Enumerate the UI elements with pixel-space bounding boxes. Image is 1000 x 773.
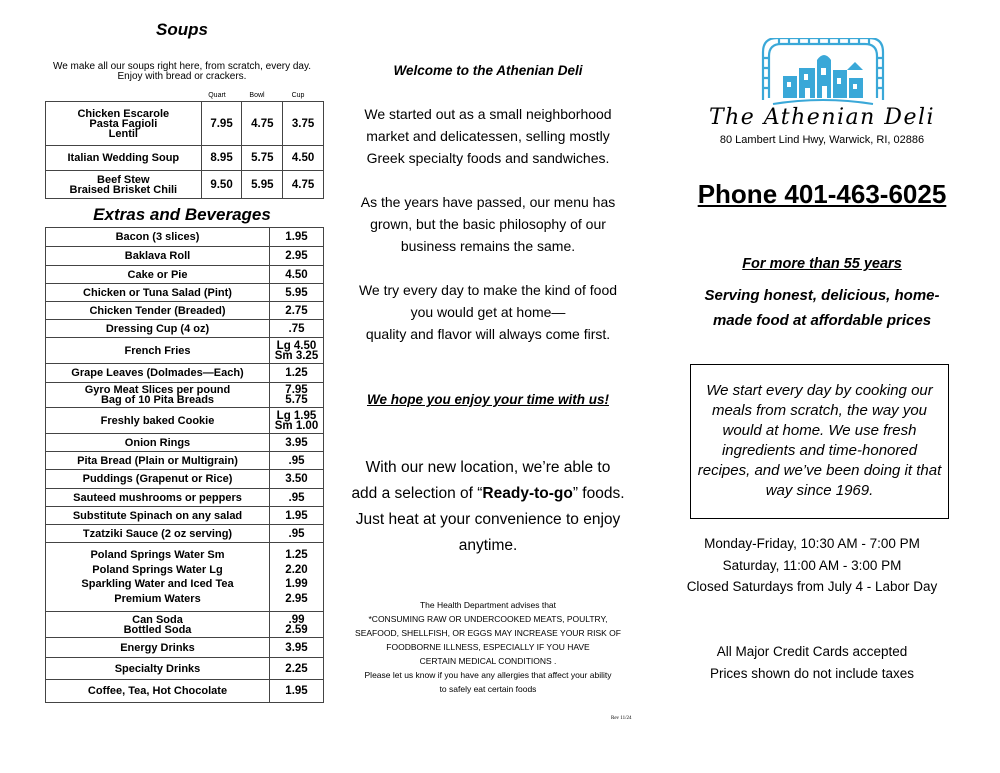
extras-row <box>46 658 324 680</box>
advisory-line: The Health Department advises that <box>419 600 557 610</box>
payment-info <box>684 641 940 684</box>
item-price-line: .95 <box>288 527 305 540</box>
item-price-line: 2.75 <box>285 304 308 317</box>
item-price <box>270 489 324 507</box>
item-name-line: Chicken or Tuna Salad (Pint) <box>83 286 232 299</box>
soup-name <box>46 102 202 146</box>
item-name <box>46 525 270 543</box>
item-name-line: Dressing Cup (4 oz) <box>105 322 210 335</box>
item-name-line: Sauteed mushrooms or peppers <box>73 491 242 504</box>
paragraph-line: Greek specialty foods and sandwiches. <box>366 150 610 166</box>
item-price-line: Lg 4.50 <box>276 339 317 352</box>
extras-row <box>46 489 324 507</box>
item-price-line: 1.95 <box>285 231 308 243</box>
extras-row <box>46 680 324 703</box>
soup-price-cup: 4.75 <box>283 171 324 199</box>
extras-title: Extras and Beverages <box>93 205 271 224</box>
item-name-line: Poland Springs Water Sm <box>90 549 225 561</box>
soup-price-bowl: 5.95 <box>242 171 283 199</box>
item-name <box>46 247 270 266</box>
item-price-line: 5.95 <box>285 286 308 299</box>
soups-table <box>45 101 324 199</box>
item-price-line: 2.95 <box>285 592 308 605</box>
item-price-line: 2.59 <box>285 623 308 636</box>
extras-row <box>46 228 324 247</box>
item-name-line: Cake or Pie <box>127 268 188 281</box>
item-price-line: 5.75 <box>285 394 308 406</box>
extras-row <box>46 470 324 489</box>
soups-intro-line: We make all our soups right here, from scratch, every day. <box>52 61 312 72</box>
extras-table <box>45 227 324 703</box>
item-name-line: Premium Waters <box>114 592 201 605</box>
soup-row <box>46 171 324 199</box>
extras-row <box>46 525 324 543</box>
item-name-line: Substitute Spinach on any salad <box>72 509 243 522</box>
item-name-line: French Fries <box>124 344 191 357</box>
extras-row <box>46 543 324 612</box>
paragraph-line: market and delicatessen, selling mostly <box>366 128 610 144</box>
item-name-line: Energy Drinks <box>120 641 195 654</box>
item-price <box>270 247 324 266</box>
advisory-line: FOODBORNE ILLNESS, ESPECIALLY IF YOU HAVE <box>386 642 590 652</box>
extras-row <box>46 284 324 302</box>
item-name-line: Bacon (3 slices) <box>115 231 200 243</box>
text-fragment: add a selection of “ <box>351 485 483 502</box>
item-name-line: Pita Bread (Plain or Multigrain) <box>77 454 238 467</box>
item-price-line: Lg 1.95 <box>276 409 317 422</box>
item-name <box>46 507 270 525</box>
item-price <box>270 680 324 703</box>
extras-row <box>46 320 324 338</box>
text-fragment: ” foods. <box>572 485 625 502</box>
item-name-line: Grape Leaves (Dolmades—Each) <box>71 367 244 379</box>
soup-price-bowl: 5.75 <box>242 146 283 171</box>
extras-row <box>46 434 324 452</box>
soup-price-quart: 9.50 <box>201 171 242 199</box>
quality-paragraph <box>343 279 633 345</box>
item-name <box>46 638 270 658</box>
item-price <box>270 470 324 489</box>
item-price <box>270 302 324 320</box>
item-price-line: 4.50 <box>285 268 308 281</box>
item-price <box>270 266 324 284</box>
intro-paragraph <box>343 103 633 169</box>
deli-name: The Athenian Deli <box>708 105 936 130</box>
advisory-line: Please let us know if you have any allergies that affect your ability <box>364 670 612 680</box>
item-name <box>46 284 270 302</box>
advisory-line: CERTAIN MEDICAL CONDITIONS . <box>419 656 557 666</box>
serving-tagline <box>684 283 960 333</box>
item-name <box>46 383 270 408</box>
philosophy-box-text: We start every day by cooking our meals from scratch, the way you would at home. We use fresh ingredients and time-honored recipes, and we’ve been doing it that way since 1969. <box>697 382 942 499</box>
item-price-line: 2.20 <box>285 563 308 576</box>
extras-row <box>46 612 324 638</box>
item-price <box>270 543 324 612</box>
tagline-line: Serving honest, delicious, home- <box>704 287 940 304</box>
soup-name-line: Chicken Escarole <box>77 107 170 120</box>
item-price-line: 3.95 <box>285 641 308 654</box>
item-name-line: Bottled Soda <box>123 623 192 636</box>
extras-row <box>46 507 324 525</box>
soup-price-quart: 7.95 <box>201 102 242 146</box>
paragraph-line: you would get at home— <box>410 304 566 320</box>
item-price-line: Sm 1.00 <box>274 419 319 432</box>
business-hours <box>684 533 940 598</box>
paragraph-line: With our new location, we’re able to <box>365 459 611 476</box>
extras-row <box>46 364 324 383</box>
philosophy-box <box>690 364 949 519</box>
header-quart: Quart <box>208 92 226 99</box>
paragraph-line: anytime. <box>458 537 518 554</box>
header-cup: Cup <box>291 92 305 99</box>
item-price <box>270 228 324 247</box>
paragraph-line: grown, but the basic philosophy of our <box>370 216 606 232</box>
item-price-line: 7.95 <box>285 384 308 396</box>
soup-name-line: Beef Stew <box>97 173 150 186</box>
item-price-line: Sm 3.25 <box>274 349 319 362</box>
item-price-line: 1.95 <box>285 509 308 522</box>
item-name-line: Can Soda <box>132 613 183 626</box>
item-name-line: Gyro Meat Slices per pound <box>84 384 231 396</box>
paragraph-line: quality and flavor will always come first. <box>365 326 611 342</box>
item-name-line: Freshly baked Cookie <box>100 414 215 427</box>
item-name-line: Onion Rings <box>124 436 191 449</box>
tagline-line: made food at affordable prices <box>712 312 932 329</box>
soup-name-line: Braised Brisket Chili <box>69 183 178 196</box>
item-price <box>270 638 324 658</box>
hours-line: Saturday, 11:00 AM - 3:00 PM <box>722 557 902 573</box>
paragraph-line: Just heat at your convenience to enjoy <box>355 511 621 528</box>
extras-row <box>46 452 324 470</box>
item-price <box>270 320 324 338</box>
item-name-line: Bag of 10 Pita Breads <box>100 394 215 406</box>
soups-title: Soups <box>156 20 208 39</box>
soup-row <box>46 146 324 171</box>
item-name <box>46 320 270 338</box>
item-price-line: 2.25 <box>285 662 308 675</box>
item-name <box>46 658 270 680</box>
item-price-line: .95 <box>288 491 305 504</box>
soup-name-line: Pasta Fagioli <box>89 117 158 130</box>
item-price-line: 1.25 <box>285 367 308 379</box>
paragraph-line: We try every day to make the kind of food <box>358 282 618 298</box>
revision-note: Rev 11/24 <box>611 716 632 721</box>
extras-row <box>46 338 324 364</box>
soup-row <box>46 102 324 146</box>
item-name-line: Coffee, Tea, Hot Chocolate <box>87 685 228 697</box>
item-price <box>270 383 324 408</box>
item-price <box>270 612 324 638</box>
item-price-line: .75 <box>288 322 305 335</box>
address: 80 Lambert Lind Hwy, Warwick, RI, 02886 <box>719 134 925 146</box>
item-price <box>270 452 324 470</box>
hours-line: Closed Saturdays from July 4 - Labor Day <box>686 579 938 594</box>
item-name-line: Chicken Tender (Breaded) <box>89 304 226 317</box>
ready-to-go-paragraph <box>343 455 633 559</box>
item-price-line: .95 <box>288 454 305 467</box>
ready-to-go-emphasis: Ready-to-go <box>482 485 573 502</box>
item-price <box>270 525 324 543</box>
header-bowl: Bowl <box>249 92 265 99</box>
soup-price-cup: 3.75 <box>283 102 324 146</box>
item-price-line: 1.25 <box>285 549 308 561</box>
payment-line: All Major Credit Cards accepted <box>716 644 908 659</box>
item-name <box>46 489 270 507</box>
item-price-line: 1.95 <box>285 685 308 697</box>
athenian-deli-logo-icon <box>759 38 887 113</box>
item-price <box>270 434 324 452</box>
phone-number[interactable]: Phone 401-463-6025 <box>697 179 947 209</box>
soup-price-quart: 8.95 <box>201 146 242 171</box>
item-name <box>46 302 270 320</box>
years-heading: For more than 55 years <box>742 256 902 272</box>
item-name <box>46 434 270 452</box>
soup-price-cup: 4.50 <box>283 146 324 171</box>
extras-row <box>46 302 324 320</box>
soups-intro-line: Enjoy with bread or crackers. <box>117 71 247 82</box>
extras-row <box>46 408 324 434</box>
item-name-line: Baklava Roll <box>124 250 191 262</box>
item-name <box>46 470 270 489</box>
paragraph-line: business remains the same. <box>400 238 576 254</box>
item-name-line: Poland Springs Water Lg <box>92 563 223 576</box>
extras-row <box>46 383 324 408</box>
item-name <box>46 228 270 247</box>
extras-row <box>46 638 324 658</box>
item-name-line: Tzatziki Sauce (2 oz serving) <box>82 527 233 540</box>
soup-name-line: Italian Wedding Soup <box>67 152 180 164</box>
soups-intro <box>44 62 320 82</box>
item-name-line: Specialty Drinks <box>114 662 201 675</box>
payment-line: Prices shown do not include taxes <box>709 665 915 681</box>
hours-line: Monday-Friday, 10:30 AM - 7:00 PM <box>704 536 920 551</box>
item-price <box>270 658 324 680</box>
soup-price-bowl: 4.75 <box>242 102 283 146</box>
paragraph-line: As the years have passed, our menu has <box>360 194 616 210</box>
item-name <box>46 266 270 284</box>
extras-row <box>46 247 324 266</box>
item-name <box>46 452 270 470</box>
advisory-line: to safely eat certain foods <box>439 684 537 694</box>
health-advisory <box>343 598 633 696</box>
soup-name-line: Lentil <box>108 127 138 140</box>
advisory-line: *CONSUMING RAW OR UNDERCOOKED MEATS, POULTRY, <box>368 614 608 624</box>
item-price-line: .99 <box>288 613 305 626</box>
extras-row <box>46 266 324 284</box>
item-name <box>46 408 270 434</box>
advisory-line: SEAFOOD, SHELLFISH, OR EGGS MAY INCREASE YOUR RISK OF <box>355 628 621 638</box>
welcome-heading: Welcome to the Athenian Deli <box>393 63 583 78</box>
item-name <box>46 543 270 612</box>
item-price-line: 2.95 <box>285 250 308 262</box>
item-price <box>270 284 324 302</box>
paragraph-line <box>343 481 633 507</box>
item-price <box>270 507 324 525</box>
item-name <box>46 680 270 703</box>
philosophy-paragraph <box>343 191 633 257</box>
item-price <box>270 364 324 383</box>
item-price <box>270 338 324 364</box>
item-name <box>46 612 270 638</box>
item-name-line: Sparkling Water and Iced Tea <box>81 578 234 590</box>
paragraph-line: We started out as a small neighborhood <box>364 106 612 122</box>
soup-name <box>46 146 202 171</box>
item-price-line: 3.95 <box>285 436 308 449</box>
item-name <box>46 364 270 383</box>
item-price-line: 3.50 <box>285 473 308 485</box>
item-name-line: Puddings (Grapenut or Rice) <box>82 473 233 485</box>
item-price-line: 1.99 <box>285 578 308 590</box>
item-price <box>270 408 324 434</box>
hope-tagline: We hope you enjoy your time with us! <box>366 392 610 407</box>
item-name <box>46 338 270 364</box>
soup-name <box>46 171 202 199</box>
